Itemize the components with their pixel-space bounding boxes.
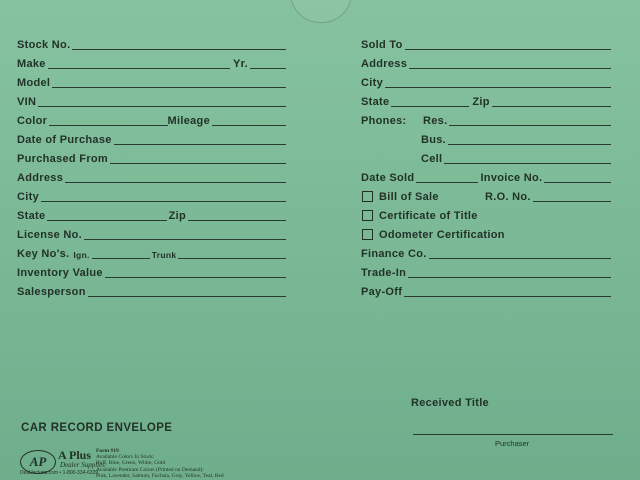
odometer-certification-row: [362, 227, 611, 241]
date-sold-label: Date Sold: [361, 172, 415, 184]
color-mileage-field[interactable]: [17, 113, 286, 127]
buyer-address-label: Address: [361, 58, 408, 70]
salesperson-field[interactable]: [17, 284, 286, 298]
trunk-label: Trunk: [151, 250, 177, 260]
color-label: Color: [17, 115, 48, 127]
a-plus-logo-mark: AP: [20, 450, 56, 474]
stock-no-label: Stock No.: [17, 39, 71, 51]
vin-label: VIN: [17, 96, 37, 108]
phone-res-label: Res.: [423, 115, 448, 127]
phone-bus-field[interactable]: [421, 132, 611, 146]
pay-off-label: Pay-Off: [361, 286, 403, 298]
key-numbers-label: Key No's.: [17, 248, 70, 260]
phone-res-field[interactable]: [361, 113, 611, 127]
invoice-no-label: Invoice No.: [480, 172, 543, 184]
inventory-value-field[interactable]: [17, 265, 286, 279]
buyer-zip-label: Zip: [472, 96, 490, 108]
company-contact: [20, 470, 98, 476]
date-sold-invoice-field[interactable]: [361, 170, 611, 184]
company-website: DealJackets.com: [20, 470, 59, 476]
ro-no-label: R.O. No.: [485, 191, 531, 203]
key-numbers-field[interactable]: [17, 246, 286, 260]
phone-bus-label: Bus.: [421, 134, 447, 146]
trade-in-field[interactable]: [361, 265, 611, 279]
phone-cell-field[interactable]: [421, 151, 611, 165]
company-tagline: Dealer Supplies: [60, 461, 105, 469]
vin-field[interactable]: [17, 94, 286, 108]
salesperson-label: Salesperson: [17, 286, 86, 298]
premium-colors-heading: Available Premium Colors (Printed on Demand):: [96, 466, 204, 473]
model-field[interactable]: [17, 75, 286, 89]
inventory-value-label: Inventory Value: [17, 267, 103, 279]
purchaser-caption: Purchaser: [495, 439, 530, 448]
date-of-purchase-label: Date of Purchase: [17, 134, 112, 146]
colors-in-stock-heading: Available Colors In Stock:: [96, 454, 155, 461]
finance-co-field[interactable]: [361, 246, 611, 260]
buyer-city-label: City: [361, 77, 383, 89]
purchaser-signature-line[interactable]: [413, 434, 613, 435]
make-label: Make: [17, 58, 46, 70]
form-info: [96, 448, 224, 479]
address-label: Address: [17, 172, 64, 184]
form-number: Form #19: [96, 448, 119, 454]
license-no-field[interactable]: [17, 227, 286, 241]
purchased-from-label: Purchased From: [17, 153, 109, 165]
buyer-state-label: State: [361, 96, 390, 108]
phone-cell-label: Cell: [421, 153, 443, 165]
sold-to-label: Sold To: [361, 39, 403, 51]
sold-to-field[interactable]: [361, 37, 611, 51]
pay-off-field[interactable]: [361, 284, 611, 298]
zip-label: Zip: [168, 210, 186, 222]
city-label: City: [17, 191, 39, 203]
purchased-from-field[interactable]: [17, 151, 286, 165]
premium-colors-list: Pink, Lavender, Salmon, Fuchsia, Gray, Yellow, Teal, Red: [96, 472, 224, 479]
certificate-of-title-checkbox[interactable]: [362, 210, 373, 221]
phones-label: Phones:: [361, 115, 407, 127]
model-label: Model: [17, 77, 51, 89]
state-zip-field[interactable]: [17, 208, 286, 222]
company-phone: • 1-800-334-6339: [59, 470, 99, 476]
mileage-label: Mileage: [167, 115, 210, 127]
city-field[interactable]: [17, 189, 286, 203]
bill-of-sale-row: [362, 189, 611, 203]
trade-in-label: Trade-In: [361, 267, 407, 279]
make-year-field[interactable]: [17, 56, 286, 70]
document-title: CAR RECORD ENVELOPE: [21, 422, 173, 434]
ignition-label: Ign.: [73, 250, 90, 260]
buyer-city-field[interactable]: [361, 75, 611, 89]
bill-of-sale-checkbox[interactable]: [362, 191, 373, 202]
bill-of-sale-label: Bill of Sale: [379, 191, 439, 203]
state-label: State: [17, 210, 46, 222]
license-no-label: License No.: [17, 229, 83, 241]
year-label: Yr.: [233, 58, 248, 70]
received-title-heading: Received Title: [411, 397, 489, 409]
certificate-of-title-row: [362, 208, 611, 222]
colors-in-stock-list: Buff, Blue, Green, White, Gold: [96, 460, 166, 467]
envelope-notch: [290, 0, 352, 23]
date-of-purchase-field[interactable]: [17, 132, 286, 146]
odometer-certification-label: Odometer Certification: [379, 229, 505, 241]
ro-no-input[interactable]: [533, 201, 611, 202]
finance-co-label: Finance Co.: [361, 248, 427, 260]
address-field[interactable]: [17, 170, 286, 184]
buyer-address-field[interactable]: [361, 56, 611, 70]
odometer-certification-checkbox[interactable]: [362, 229, 373, 240]
certificate-of-title-label: Certificate of Title: [379, 210, 478, 222]
company-name: A Plus: [58, 448, 92, 462]
stock-no-field[interactable]: [17, 37, 286, 51]
buyer-state-zip-field[interactable]: [361, 94, 611, 108]
